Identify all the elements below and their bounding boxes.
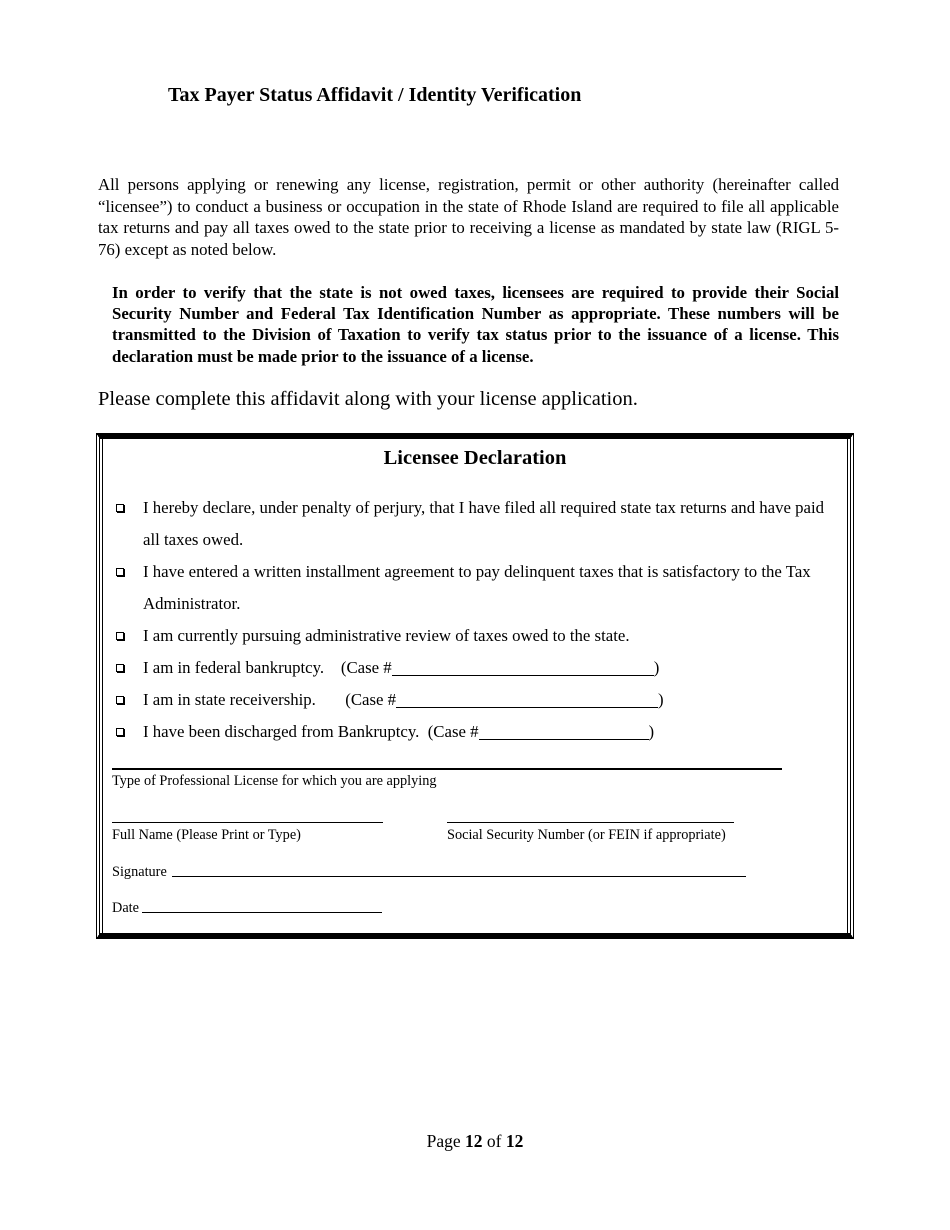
checkbox[interactable] bbox=[116, 632, 124, 640]
option-label: I am in federal bankruptcy. bbox=[143, 658, 325, 677]
ssn-line[interactable] bbox=[447, 822, 734, 823]
checkbox[interactable] bbox=[116, 696, 124, 704]
declaration-option-installment-agreement bbox=[100, 556, 840, 620]
checkbox[interactable] bbox=[116, 568, 124, 576]
case-number-field[interactable] bbox=[392, 657, 654, 676]
page-number bbox=[0, 1131, 950, 1152]
checkbox[interactable] bbox=[116, 504, 124, 512]
ssn-label: Social Security Number (or FEIN if appropriate) bbox=[447, 827, 726, 843]
case-number-prefix: (Case # bbox=[345, 690, 397, 709]
case-number-field[interactable] bbox=[479, 721, 649, 740]
option-label: I have been discharged from Bankruptcy. bbox=[143, 722, 420, 741]
option-text bbox=[143, 652, 835, 684]
option-text: I hereby declare, under penalty of perjury, that I have filed all required state tax returns and have paid all taxes owed. bbox=[143, 498, 825, 549]
declaration-option-federal-bankruptcy bbox=[100, 652, 840, 684]
verification-notice: In order to verify that the state is not owed taxes, licensees are required to provide their Social Security Number and Federal Tax Identification Number as appropriate. These numbers will be transmitted to the Division of Taxation to verify tax status prior to the issuance of a license. This declaration must be made prior to the issuance of a license. bbox=[112, 283, 839, 366]
case-number-suffix: ) bbox=[658, 690, 664, 709]
declaration-heading: Licensee Declaration bbox=[383, 447, 567, 469]
signature-label: Signature bbox=[112, 864, 167, 880]
of-word: of bbox=[486, 1131, 502, 1151]
option-text: I am currently pursuing administrative review of taxes owed to the state. bbox=[143, 626, 630, 645]
license-type-line[interactable] bbox=[112, 768, 782, 770]
page-word: Page bbox=[426, 1131, 461, 1151]
total-pages: 12 bbox=[505, 1131, 524, 1151]
option-label: I am in state receivership. bbox=[143, 690, 316, 709]
case-number-prefix: (Case # bbox=[427, 722, 479, 741]
case-number-suffix: ) bbox=[648, 722, 655, 741]
instruction-text: Please complete this affidavit along with your license application. bbox=[98, 388, 638, 410]
full-name-label: Full Name (Please Print or Type) bbox=[112, 827, 301, 843]
date-label: Date bbox=[112, 900, 139, 916]
checkbox[interactable] bbox=[116, 664, 124, 672]
declaration-option-discharged-bankruptcy bbox=[100, 716, 840, 748]
case-number-suffix: ) bbox=[653, 658, 660, 677]
declaration-option-state-receivership bbox=[100, 684, 840, 716]
case-number-field[interactable] bbox=[396, 689, 658, 708]
option-text bbox=[143, 716, 835, 748]
case-number-prefix: (Case # bbox=[340, 658, 392, 677]
signature-line[interactable] bbox=[172, 876, 746, 877]
full-name-line[interactable] bbox=[112, 822, 383, 823]
licensee-declaration-box bbox=[96, 433, 854, 939]
declaration-option-filed-returns bbox=[100, 492, 840, 556]
declaration-option-administrative-review bbox=[100, 620, 840, 652]
date-line[interactable] bbox=[142, 912, 382, 913]
intro-paragraph: All persons applying or renewing any license, registration, permit or other authority (hereinafter called “licensee”) to conduct a business or occupation in the state of Rhode Island are required to file all applicable tax returns and pay all taxes owed to the state prior to receiving a license as mandated by state law (RIGL 5-76) except as noted below. bbox=[98, 175, 839, 259]
checkbox[interactable] bbox=[116, 728, 124, 736]
page-title: Tax Payer Status Affidavit / Identity Verification bbox=[168, 84, 582, 106]
option-text: I have entered a written installment agreement to pay delinquent taxes that is satisfactory to the Tax Administrator. bbox=[143, 562, 811, 613]
current-page: 12 bbox=[465, 1131, 483, 1151]
option-text bbox=[143, 684, 835, 716]
license-type-label: Type of Professional License for which you are applying bbox=[112, 773, 437, 789]
